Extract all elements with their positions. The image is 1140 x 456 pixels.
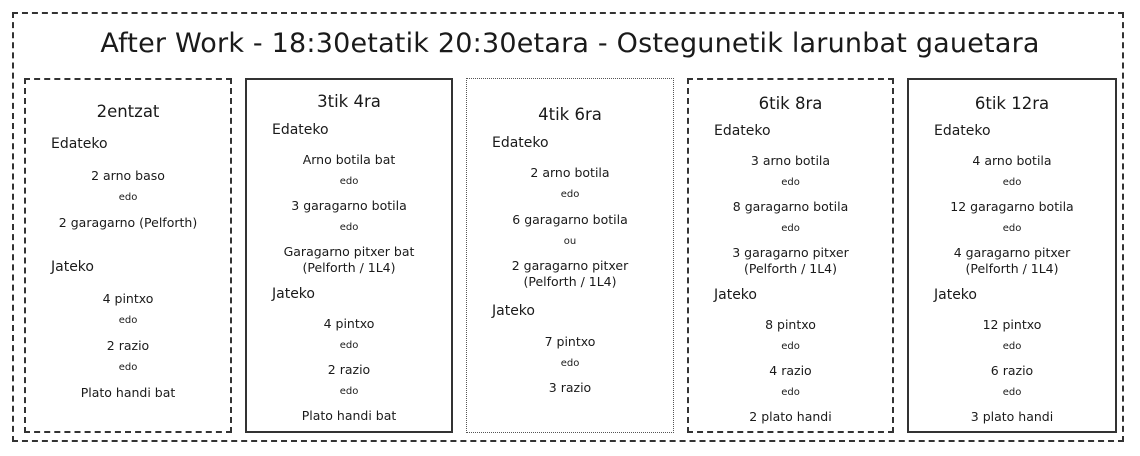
drink-item: 4 garagarno pitxer xyxy=(953,245,1071,260)
package-3tik-4ra xyxy=(245,78,453,433)
drink-item-note: (Pelforth / 1L4) xyxy=(965,261,1059,276)
package-6tik-8ra xyxy=(687,78,894,433)
food-item: 2 plato handi xyxy=(749,409,832,424)
section-eat-label: Jateko xyxy=(934,287,977,303)
food-item: 2 razio xyxy=(106,338,150,353)
section-drink-label: Edateko xyxy=(934,123,991,139)
drink-item: 12 garagarno botila xyxy=(950,199,1074,214)
section-eat-label: Jateko xyxy=(272,286,315,302)
section-drink-label: Edateko xyxy=(714,123,771,139)
section-drink-label: Edateko xyxy=(51,136,108,152)
food-item: 4 razio xyxy=(769,363,812,378)
package-4tik-6ra xyxy=(466,78,674,433)
package-heading: 6tik 12ra xyxy=(974,94,1050,113)
separator-ou: ou xyxy=(563,236,577,247)
drink-item: 8 garagarno botila xyxy=(732,199,849,214)
food-item: 8 pintxo xyxy=(765,317,816,332)
package-2entzat xyxy=(24,78,232,433)
separator-edo: edo xyxy=(560,358,580,369)
drink-item: 6 garagarno botila xyxy=(512,212,628,227)
separator-edo: edo xyxy=(781,177,800,188)
drink-item-note: (Pelforth / 1L4) xyxy=(302,260,396,275)
food-item: 4 pintxo xyxy=(102,291,154,306)
separator-edo: edo xyxy=(781,341,800,352)
food-item: 2 razio xyxy=(327,362,371,377)
drink-item: 3 arno botila xyxy=(750,153,831,168)
package-6tik-12ra xyxy=(907,78,1117,433)
separator-edo: edo xyxy=(781,223,800,234)
separator-edo: edo xyxy=(118,362,138,373)
drink-item: 2 garagarno (Pelforth) xyxy=(58,215,198,230)
drink-item: 2 garagarno pitxer xyxy=(511,258,629,273)
drink-item: 3 garagarno botila xyxy=(291,198,407,213)
food-item: Plato handi bat xyxy=(80,385,176,400)
drink-item: 4 arno botila xyxy=(972,153,1052,168)
section-eat-label: Jateko xyxy=(51,259,94,275)
food-item: 3 razio xyxy=(548,380,592,395)
separator-edo: edo xyxy=(339,222,359,233)
section-drink-label: Edateko xyxy=(492,135,549,151)
food-item: 12 pintxo xyxy=(982,317,1042,332)
drink-item: 2 arno baso xyxy=(91,168,165,183)
food-item: 4 pintxo xyxy=(323,316,375,331)
package-heading: 4tik 6ra xyxy=(538,105,602,124)
drink-item-note: (Pelforth / 1L4) xyxy=(523,274,617,289)
food-item: 7 pintxo xyxy=(544,334,596,349)
food-item: 6 razio xyxy=(990,363,1034,378)
separator-edo: edo xyxy=(339,176,359,187)
separator-edo: edo xyxy=(1002,341,1022,352)
separator-edo: edo xyxy=(339,340,359,351)
drink-item: 3 garagarno pitxer xyxy=(732,245,849,260)
separator-edo: edo xyxy=(118,192,138,203)
food-item: Plato handi bat xyxy=(301,408,397,423)
separator-edo: edo xyxy=(1002,387,1022,398)
food-item: 3 plato handi xyxy=(970,409,1054,424)
separator-edo: edo xyxy=(781,387,800,398)
separator-edo: edo xyxy=(339,386,359,397)
drink-item-note: (Pelforth / 1L4) xyxy=(743,261,838,276)
section-drink-label: Edateko xyxy=(272,122,329,138)
separator-edo: edo xyxy=(560,189,580,200)
separator-edo: edo xyxy=(1002,177,1022,188)
drink-item: Arno botila bat xyxy=(302,152,396,167)
drink-item: 2 arno botila xyxy=(530,165,610,180)
package-heading: 2entzat xyxy=(96,102,160,121)
separator-edo: edo xyxy=(1002,223,1022,234)
page-title: After Work - 18:30etatik 20:30etara - Ostegunetik larunbat gauetara xyxy=(100,28,1040,59)
section-eat-label: Jateko xyxy=(714,287,757,303)
section-eat-label: Jateko xyxy=(492,303,535,319)
package-heading: 6tik 8ra xyxy=(758,94,823,113)
package-heading: 3tik 4ra xyxy=(317,92,381,111)
drink-item: Garagarno pitxer bat xyxy=(283,244,415,259)
separator-edo: edo xyxy=(118,315,138,326)
